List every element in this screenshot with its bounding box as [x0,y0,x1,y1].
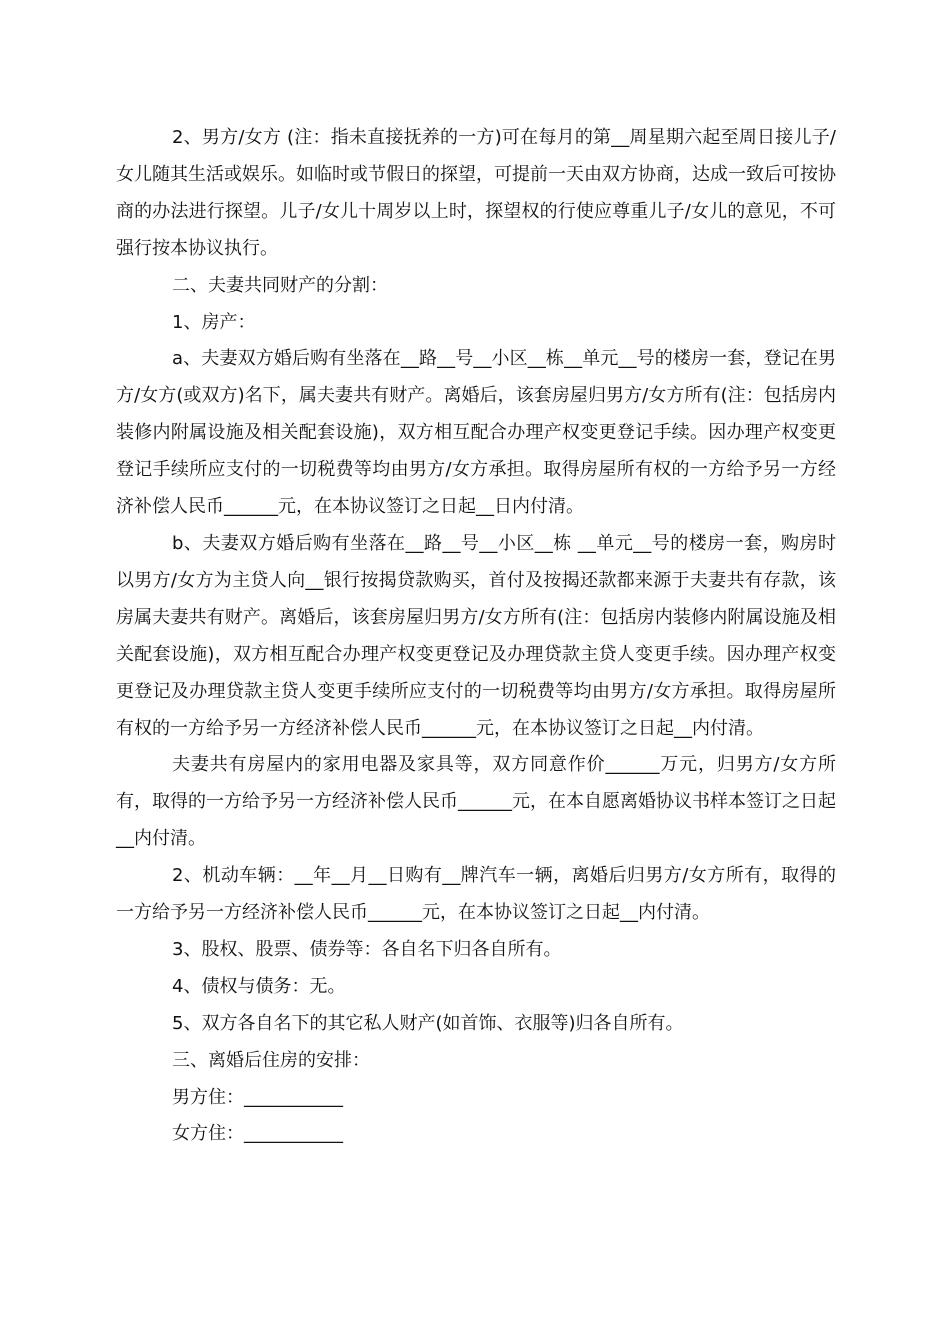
paragraph-appliances-furniture: 夫妻共有房屋内的家用电器及家具等，双方同意作价______万元，归男方/女方所有，取得的一方给予另一方经济补偿人民币______元，在本自愿离婚协议书样本签订之日起__内付清。 [116,754,836,850]
paragraph-house-a: a、夫妻双方婚后购有坐落在__路__号__小区__栋__单元__号的楼房一套，登记在男方/女方(或双方)名下，属夫妻共有财产。离婚后，该套房屋归男方/女方所有(注：包括房内装修内附属设施及相关配套设施)，双方相互配合办理产权变更登记手续。因办理产权变更登记手续所应支付的一切税费等均由男方/女方承担。取得房屋所有权的一方给予另一方经济补偿人民币______元，在本协议签订之日起__日内付清。 [116,348,836,518]
paragraph-house-b: b、夫妻双方婚后购有坐落在__路__号__小区__栋 __单元__号的楼房一套，购房时以男方/女方为主贷人向__银行按揭贷款购买，首付及按揭还款都来源于夫妻共有存款，该房属夫妻共有财产。离婚后，该套房屋归男方/女方所有(注：包括房内装修内附属设施及相关配套设施)，双方相互配合办理产权变更登记及办理贷款主贷人变更手续。因办理产权变更登记及办理贷款主贷人变更手续所应支付的一切税费等均由男方/女方承担。取得房屋所有权的一方给予另一方经济补偿人民币______元，在本协议签订之日起__内付清。 [116,532,836,739]
paragraph-motor-vehicle: 2、机动车辆：__年__月__日购有__牌汽车一辆，离婚后归男方/女方所有，取得的一方给予另一方经济补偿人民币______元，在本协议签订之日起__内付清。 [116,865,836,924]
paragraph-debts: 4、债权与债务：无。 [172,975,346,997]
heading-housing-arrangement: 三、离婚后住房的安排： [172,1049,370,1071]
document-page [116,120,836,1153]
field-wife-residence: 女方住：___________ [172,1123,343,1145]
field-husband-residence: 男方住：___________ [172,1086,343,1108]
paragraph-stocks-bonds: 3、股权、股票、债券等：各自名下归各自所有。 [172,938,562,960]
heading-property-division: 二、夫妻共同财产的分割： [172,274,388,296]
subheading-real-estate: 1、房产： [172,311,256,333]
paragraph-visitation-rights: 2、男方/女方 (注：指未直接抚养的一方)可在每月的第__周星期六起至周日接儿子/女儿随其生活或娱乐。如临时或节假日的探望，可提前一天由双方协商，达成一致后可按协商的办法进行探望。儿子/女儿十周岁以上时，探望权的行使应尊重儿子/女儿的意见，不可强行按本协议执行。 [116,127,836,259]
paragraph-personal-property: 5、双方各自名下的其它私人财产(如首饰、衣服等)归各自所有。 [172,1012,684,1034]
